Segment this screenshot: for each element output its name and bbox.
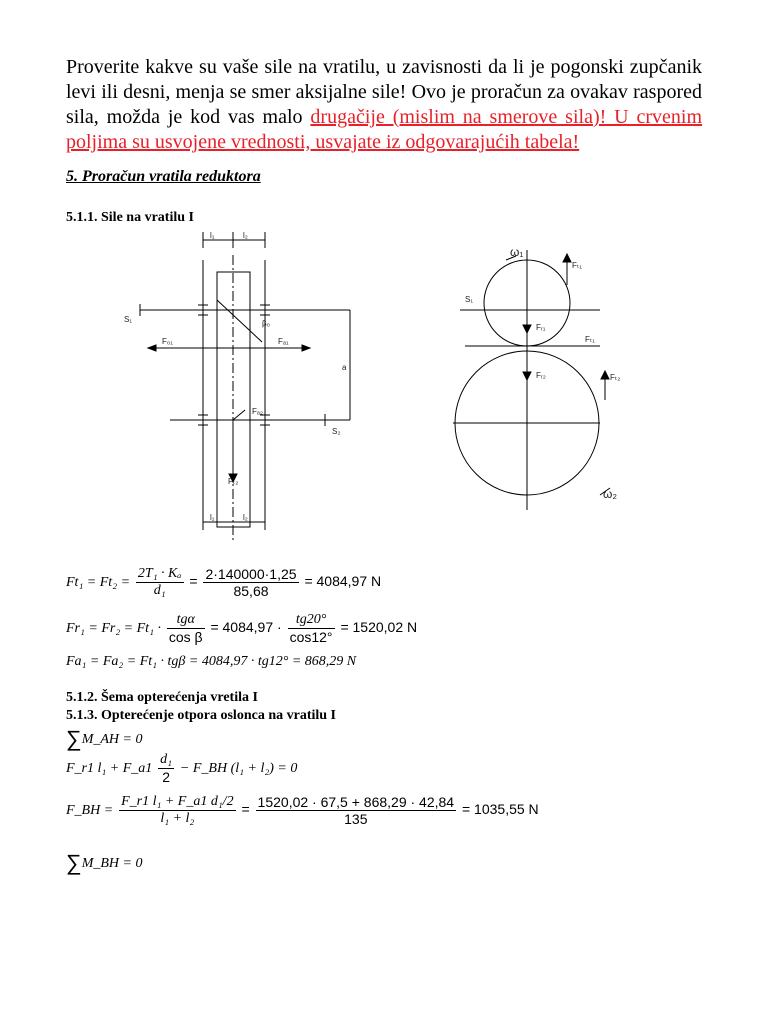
equation-moment-bh: ∑M_BH = 0 xyxy=(66,850,143,875)
label-fa2: Fₐ₂ xyxy=(252,407,263,416)
subsection-512: 5.1.2. Šema opterećenja vretila I xyxy=(66,690,258,705)
shaft-diagram xyxy=(140,232,350,540)
label-s2: S₂ xyxy=(332,427,341,436)
helix-line xyxy=(217,300,262,342)
gear-diagram xyxy=(453,250,610,510)
label-ft2: Fₜ₂ xyxy=(228,477,239,486)
equation-fbh: F_BH = $\frac{\text{F\_r1 l₁ + F\_a1 d₁/2}}{\text{l₁ + l₂}}$ = $\frac{1520,02 \cdot 67,5 + 868,29 \cdot 42,84}{135}$ = 1035,55 N xyxy=(66,794,539,827)
label-a: a xyxy=(342,363,347,372)
label-ft1-side: Fₜ₁ xyxy=(585,335,595,344)
label-l1: l₁ xyxy=(210,231,215,240)
label-ft2-gear: Fₜ₂ xyxy=(610,373,621,382)
subsection-513: 5.1.3. Opterećenje otpora oslonca na vratilu I xyxy=(66,708,336,723)
label-fr1-gear: Fᵣ₁ xyxy=(536,323,546,332)
intro-highlight: drugačije (mislim na smerove sila)! U crvenim poljima su usvojene vrednosti, usvajate iz odgovarajućih tabela! xyxy=(66,106,702,153)
section-title: 5. Proračun vratila reduktora xyxy=(66,168,261,185)
equation-balance: F_r1 l₁ + F_a1 $\frac{\text{d₁}}{2}$ − F_BH (l₁ + l₂) = 0 xyxy=(66,752,298,785)
label-omega1: ω₁ xyxy=(510,245,524,259)
equation-ft: Ft₁ = Ft₂ = $\frac{\text{2T₁ · Kₐ}}{\text{d₁}}$ = $\frac{2\cdot 140000\cdot 1,25}{85,68}$ = 4084,97 N xyxy=(66,566,382,599)
label-omega2: ω₂ xyxy=(603,487,618,501)
label-l2-bottom: l₂ xyxy=(243,513,248,522)
label-s1: S₁ xyxy=(124,315,133,324)
equation-moment-ah: ∑M_AH = 0 xyxy=(66,726,143,751)
label-s1-gear: S₁ xyxy=(465,295,474,304)
label-l2: l₂ xyxy=(243,231,248,240)
equation-fr: Fr₁ = Fr₂ = Ft₁ · $\frac{\text{tgα}}{\text{cos β}}$ = 4084,97 · $\frac{tg20^\circ}{\cos 12^\circ}$ = 1520,02 N xyxy=(66,612,418,645)
label-beta: β₀ xyxy=(262,319,270,328)
subsection-511: 5.1.1. Sile na vratilu I xyxy=(66,210,194,225)
label-fr2-gear: Fᵣ₂ xyxy=(536,371,546,380)
equation-fa: Fa₁ = Fa₂ = Ft₁ · tgβ = 4084,97 · tg12° = 868,29 N xyxy=(66,654,357,669)
intro-text: Proverite kakve su vaše sile na vratilu, u zavisnosti da li je pogonski zupčanik levi ili desni, menja se smer aksijalne sile! Ovo je proračun za ovakav raspored sila, možda je kod vas malo xyxy=(66,56,702,128)
label-l1-bottom: l₁ xyxy=(210,513,215,522)
label-fa1: Fₐ₁ xyxy=(278,337,289,346)
label-ft1: Fₜ₁ xyxy=(572,261,582,270)
label-fr1: F₀₁ xyxy=(162,337,173,346)
